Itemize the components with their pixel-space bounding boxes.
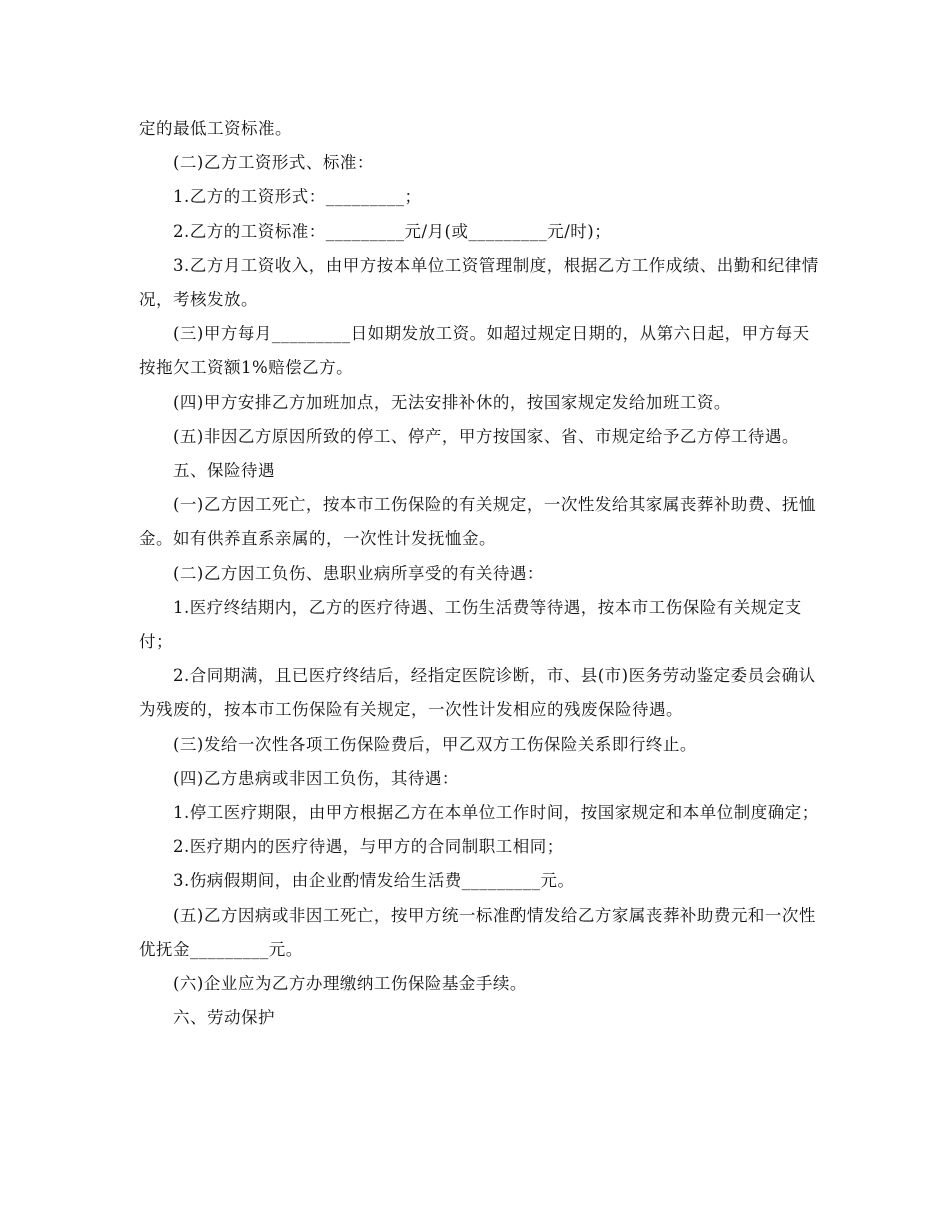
paragraph-8: (五)非因乙方原因所致的停工、停产，甲方按国家、省、市规定给予乙方停工待遇。: [173, 426, 799, 446]
paragraph-4: 2.乙方的工资标准：_________元/月(或_________元/时)；: [173, 221, 612, 241]
section-heading-insurance: 五、保险待遇: [173, 461, 275, 481]
paragraph-16: 1.停工医疗期限，由甲方根据乙方在本单位工作时间，按国家规定和本单位制度确定；: [173, 803, 819, 823]
document-body: [139, 112, 819, 1035]
paragraph-2: (二)乙方工资形式、标准：: [173, 153, 374, 173]
paragraph-17: 2.医疗期内的医疗待遇，与甲方的合同制职工相同；: [173, 837, 564, 857]
paragraph-18: 3.伤病假期间，由企业酌情发给生活费_________元。: [173, 871, 575, 891]
paragraph-7: (四)甲方安排乙方加班加点，无法安排补休的，按国家规定发给加班工资。: [173, 392, 731, 412]
paragraph-3: 1.乙方的工资形式：_________；: [173, 187, 422, 207]
paragraph-19: (五)乙方因病或非因工死亡，按甲方统一标准酌情发给乙方家属丧葬补助费元和一次性优抚金_________元。: [139, 905, 816, 959]
paragraph-20: (六)企业应为乙方办理缴纳工伤保险基金手续。: [173, 974, 527, 994]
paragraph-11: (二)乙方因工负伤、患职业病所享受的有关待遇：: [173, 563, 544, 583]
paragraph-6: (三)甲方每月_________日如期发放工资。如超过规定日期的，从第六日起，甲方每天按拖欠工资额1%赔偿乙方。: [139, 324, 810, 378]
paragraph-13: 2.合同期满，且已医疗终结后，经指定医院诊断，市、县(市)医务劳动鉴定委员会确认为残废的，按本市工伤保险有关规定，一次性计发相应的残废保险待遇。: [139, 666, 816, 720]
paragraph-15: (四)乙方患病或非因工负伤，其待遇：: [173, 768, 459, 788]
section-heading-labor-protection: 六、劳动保护: [173, 1008, 275, 1028]
paragraph-5: 3.乙方月工资收入，由甲方按本单位工资管理制度，根据乙方工作成绩、出勤和纪律情况，考核发放。: [139, 255, 819, 310]
paragraph-1: 定的最低工资标准。: [139, 119, 292, 138]
paragraph-14: (三)发给一次性各项工伤保险费后，甲乙双方工伤保险关系即行终止。: [173, 734, 697, 754]
paragraph-12: 1.医疗终结期内，乙方的医疗待遇、工伤生活费等待遇，按本市工伤保险有关规定支付；: [139, 597, 802, 652]
paragraph-10: (一)乙方因工死亡，按本市工伤保险的有关规定，一次性发给其家属丧葬补助费、抚恤金。如有供养直系亲属的，一次性计发抚恤金。: [139, 495, 816, 549]
